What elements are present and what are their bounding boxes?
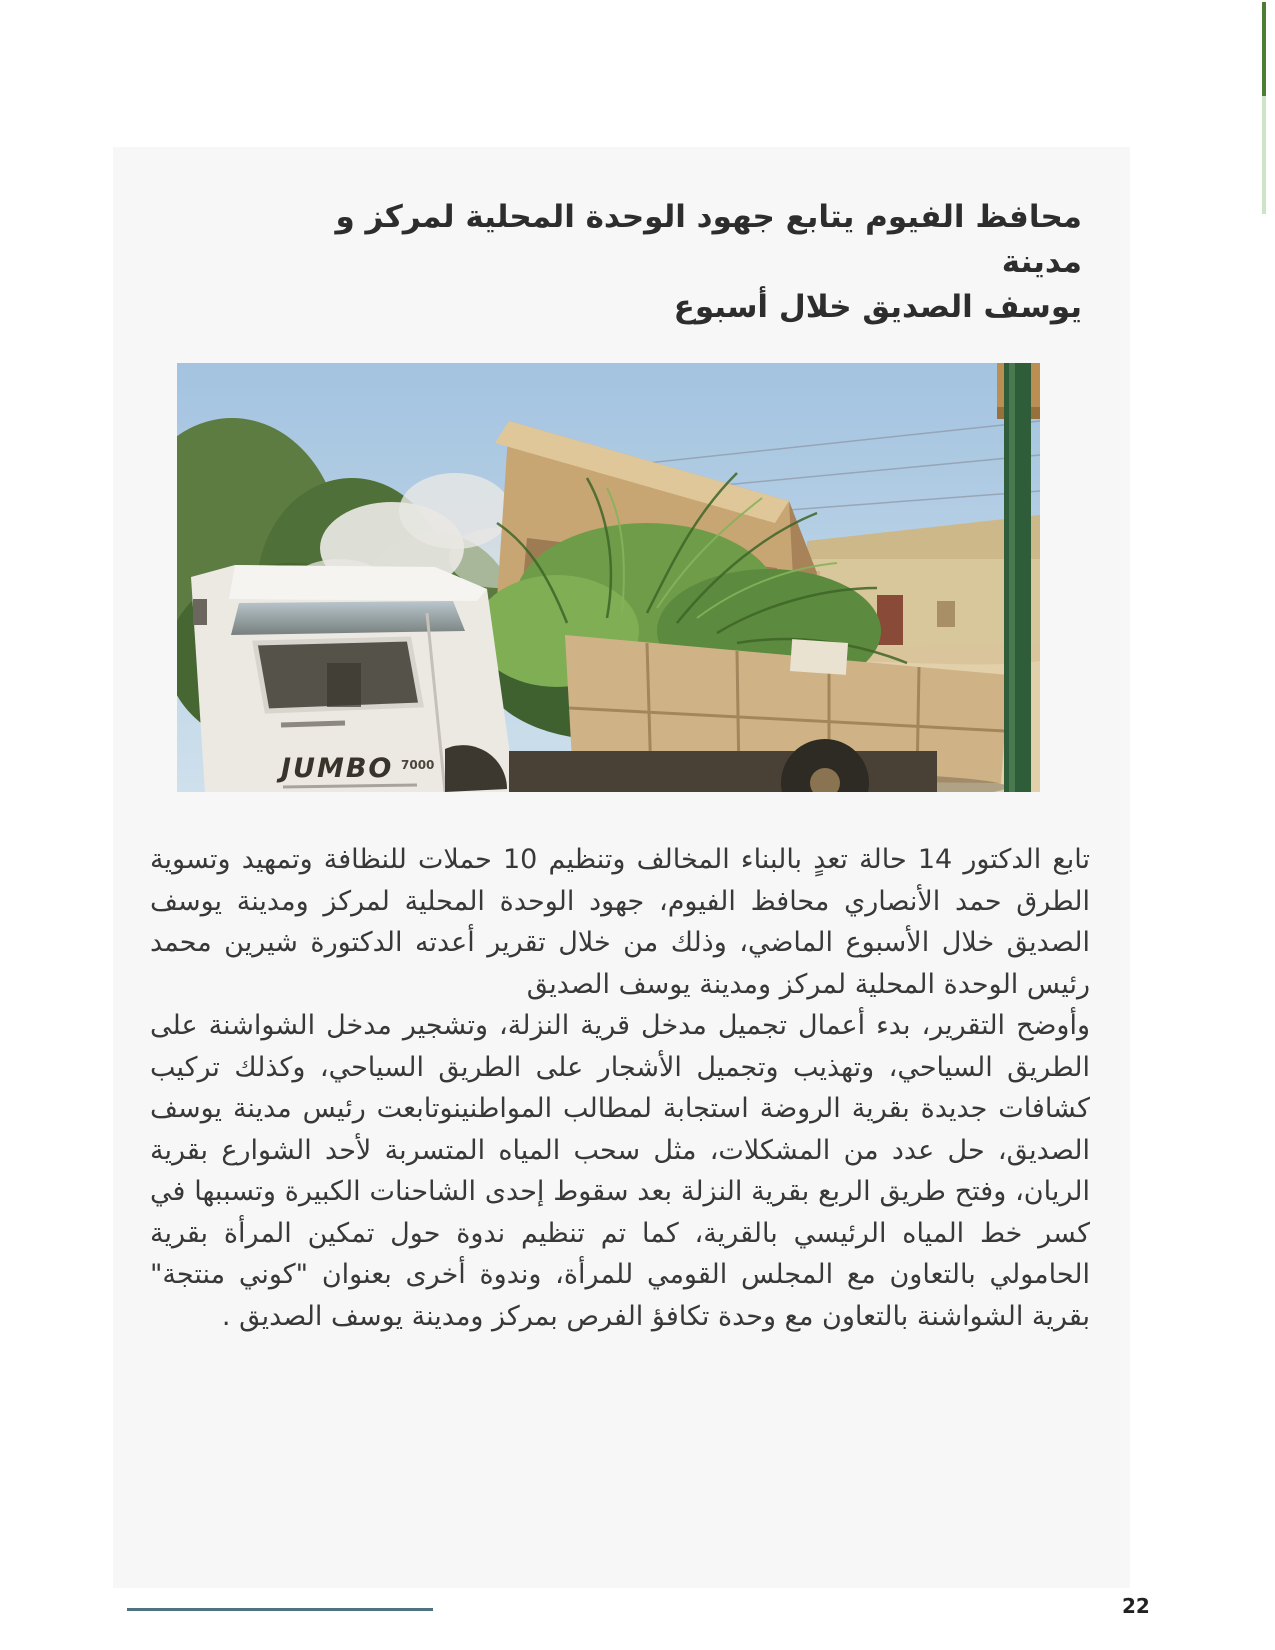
- paragraph-1: تابع الدكتور 14 حالة تعدٍ بالبناء المخالف وتنظيم 10 حملات للنظافة وتمهيد وتسوية الطرق حمد الأنصاري محافظ الفيوم، جهود الوحدة المحلية لمركز ومدينة يوسف الصديق خلال الأسبوع الماضي، وذلك من خلال تقرير أعدته الدكتورة شيرين محمد رئيس الوحدة المحلية لمركز ومدينة يوسف الصديق: [150, 844, 1090, 1000]
- article-title-line-2: يوسف الصديق خلال أسبوع: [673, 289, 1082, 325]
- article-photo: [177, 363, 1040, 792]
- paragraph-2: وأوضح التقرير، بدء أعمال تجميل مدخل قرية النزلة، وتشجير مدخل الشواشنة على الطريق السياحي، وتهذيب وتجميل الأشجار على الطريق السياحي، وكذلك تركيب كشافات جديدة بقرية الروضة استجابة لمطالب المواطنينوتابعت رئيس مدينة يوسف الصديق، حل عدد من المشكلات، مثل سحب المياه المتسربة لأحد الشوارع بقرية الريان، وفتح طريق الربع بقرية النزلة بعد سقوط إحدى الشاحنات الكبيرة وتسببها في كسر خط المياه الرئيسي بالقرية، كما تم تنظيم ندوة حول تمكين المرأة بقرية الحامولي بالتعاون مع المجلس القومي للمرأة، وندوة أخرى بعنوان "كوني منتجة" بقرية الشواشنة بالتعاون مع وحدة تكافؤ الفرص بمركز ومدينة يوسف الصديق .: [150, 1010, 1090, 1332]
- right-edge-marker-light: [1262, 96, 1266, 214]
- page-number: 22: [1122, 1594, 1150, 1618]
- article-body: [150, 839, 1090, 1337]
- footer-rule: [127, 1608, 433, 1611]
- right-edge-marker-dark: [1262, 2, 1266, 96]
- truck-brand-text: JUMBO: [281, 753, 394, 784]
- article-title: [292, 195, 1082, 330]
- truck-model-text: 7000: [401, 758, 435, 772]
- dump-truck-photo-illustration: [177, 363, 1040, 792]
- article-title-line-1: محافظ الفيوم يتابع جهود الوحدة المحلية لمركز و مدينة: [335, 199, 1082, 280]
- truck-cab: [191, 565, 509, 792]
- article-card: [113, 147, 1130, 1588]
